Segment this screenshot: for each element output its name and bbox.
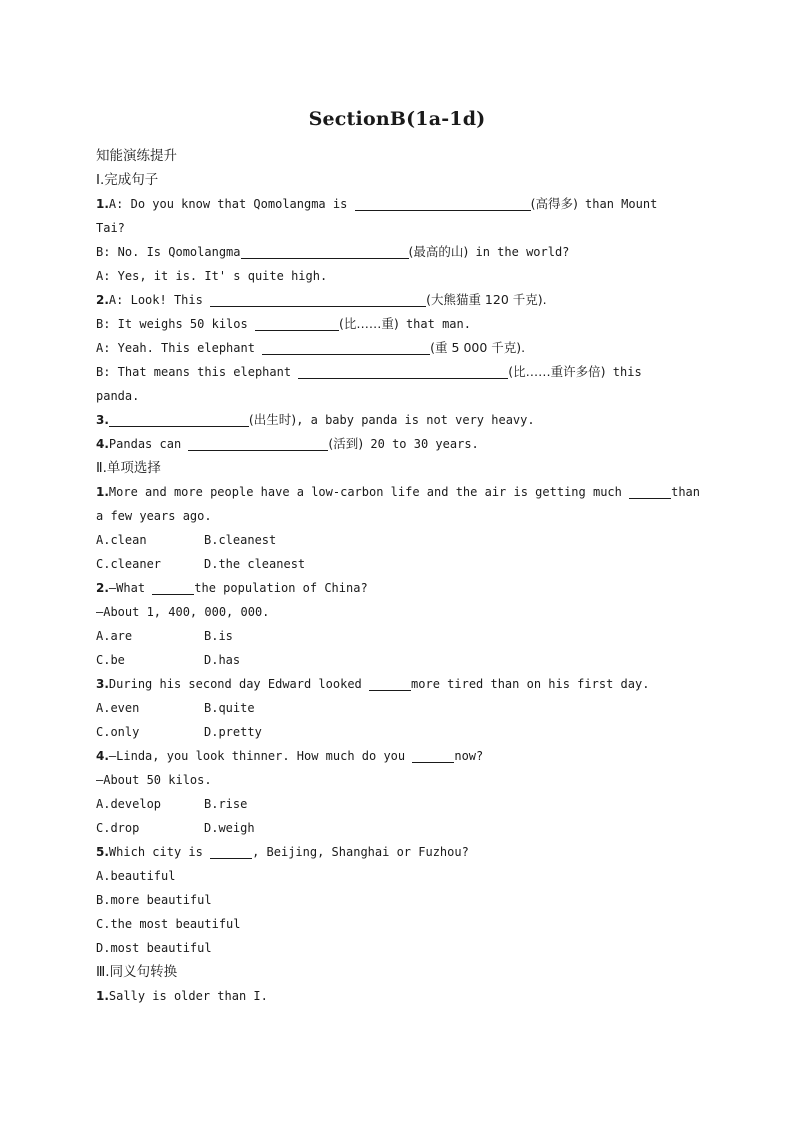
answer-blank[interactable] xyxy=(152,580,194,595)
chinese-hint: (出生时) xyxy=(248,412,297,427)
s2-q5-option-a[interactable]: A.beautiful xyxy=(96,869,176,883)
question-number: 2. xyxy=(96,293,109,307)
option-c[interactable]: C.only xyxy=(96,725,140,739)
s2-q3-options-row-2 xyxy=(96,720,706,744)
s3-q1-line xyxy=(96,984,706,1008)
sentence-text: in the world? xyxy=(468,245,570,259)
chinese-hint: (大熊猫重 120 千克). xyxy=(426,292,547,307)
s1-q1-line-b xyxy=(96,240,706,264)
answer-blank[interactable] xyxy=(355,196,531,211)
question-number: 4. xyxy=(96,749,109,763)
answer-blank[interactable] xyxy=(255,316,339,331)
option-b[interactable]: B.is xyxy=(204,629,233,643)
sentence-text: , Beijing, Shanghai or Fuzhou? xyxy=(252,845,469,859)
option-b[interactable]: B.quite xyxy=(204,701,255,715)
sentence-text: B: No. Is Qomolangma xyxy=(96,245,241,259)
s2-q5-stem xyxy=(96,840,706,864)
question-number: 1. xyxy=(96,197,109,211)
option-a[interactable]: A.even xyxy=(96,701,140,715)
s1-q2-line-a xyxy=(96,288,706,312)
s1-q1-line-a xyxy=(96,192,706,216)
sentence-text: More and more people have a low-carbon life and the air is getting much xyxy=(108,485,630,499)
option-c[interactable]: C.cleaner xyxy=(96,557,162,571)
sentence-text: now? xyxy=(454,749,484,763)
question-number: 1. xyxy=(96,485,109,499)
sentence-text: this xyxy=(605,365,642,379)
sentence-text: , a baby panda is not very heavy. xyxy=(296,413,535,427)
option-d[interactable]: D.weigh xyxy=(204,821,255,835)
s1-q3-line xyxy=(96,408,706,432)
s2-q1-stem xyxy=(96,480,706,504)
s2-q4-stem-cont: —About 50 kilos. xyxy=(96,773,212,787)
s2-q4-options-row-1 xyxy=(96,792,706,816)
chinese-hint: (比……重许多倍) xyxy=(508,364,606,379)
s1-q2-line-a2 xyxy=(96,336,706,360)
s1-q1-line-a-cont: Tai? xyxy=(96,221,125,235)
chinese-hint: (活到) xyxy=(328,436,364,451)
question-number: 2. xyxy=(96,581,109,595)
question-number: 3. xyxy=(96,677,109,691)
sentence-text: Pandas can xyxy=(108,437,189,451)
sentence-text: A: Look! This xyxy=(108,293,211,307)
option-d[interactable]: D.has xyxy=(204,653,241,667)
question-number: 3. xyxy=(96,413,109,427)
answer-blank[interactable] xyxy=(188,436,328,451)
sentence-text: the population of China? xyxy=(194,581,368,595)
sentence-text: 20 to 30 years. xyxy=(363,437,479,451)
section-1-heading: Ⅰ.完成句子 xyxy=(96,172,159,188)
option-b[interactable]: B.cleanest xyxy=(204,533,277,547)
answer-blank[interactable] xyxy=(109,412,249,427)
answer-blank[interactable] xyxy=(262,340,430,355)
option-c[interactable]: C.drop xyxy=(96,821,140,835)
s2-q2-stem-cont: —About 1, 400, 000, 000. xyxy=(96,605,270,619)
chinese-hint: (比……重) xyxy=(338,316,399,331)
s2-q1-options-row-2 xyxy=(96,552,706,576)
s2-q1-options-row-1 xyxy=(96,528,706,552)
s2-q4-stem xyxy=(96,744,706,768)
option-a[interactable]: A.develop xyxy=(96,797,162,811)
part-label: 知能演练提升 xyxy=(96,148,177,164)
s2-q5-option-d[interactable]: D.most beautiful xyxy=(96,941,212,955)
sentence-text: more tired than on his first day. xyxy=(411,677,650,691)
sentence-text: than Mount xyxy=(577,197,658,211)
chinese-hint: (最高的山) xyxy=(408,244,469,259)
question-number: 5. xyxy=(96,845,109,859)
s2-q1-stem-cont: a few years ago. xyxy=(96,509,212,523)
answer-blank[interactable] xyxy=(298,364,508,379)
s2-q2-stem xyxy=(96,576,706,600)
sentence-text: —Linda, you look thinner. How much do you xyxy=(108,749,413,763)
answer-blank[interactable] xyxy=(412,748,454,763)
answer-blank[interactable] xyxy=(210,292,426,307)
s2-q2-options-row-2 xyxy=(96,648,706,672)
chinese-hint: (高得多) xyxy=(530,196,578,211)
option-d[interactable]: D.pretty xyxy=(204,725,262,739)
answer-blank[interactable] xyxy=(369,676,411,691)
option-c[interactable]: C.be xyxy=(96,653,125,667)
sentence-text: During his second day Edward looked xyxy=(108,677,370,691)
sentence-text: A: Do you know that Qomolangma is xyxy=(108,197,355,211)
s2-q3-stem xyxy=(96,672,706,696)
answer-blank[interactable] xyxy=(210,844,252,859)
worksheet-content xyxy=(96,144,706,1008)
sentence-text: A: Yeah. This elephant xyxy=(96,341,263,355)
option-a[interactable]: A.clean xyxy=(96,533,147,547)
sentence-text: B: That means this elephant xyxy=(96,365,299,379)
sentence-text: B: It weighs 50 kilos xyxy=(96,317,255,331)
s1-q4-line xyxy=(96,432,706,456)
s2-q2-options-row-1 xyxy=(96,624,706,648)
question-number: 1. xyxy=(96,989,109,1003)
s1-q1-line-a2: A: Yes, it is. It' s quite high. xyxy=(96,269,328,283)
answer-blank[interactable] xyxy=(241,244,409,259)
s1-q2-line-b2-cont: panda. xyxy=(96,389,140,403)
section-2-heading: Ⅱ.单项选择 xyxy=(96,460,161,476)
s2-q4-options-row-2 xyxy=(96,816,706,840)
question-number: 4. xyxy=(96,437,109,451)
option-a[interactable]: A.are xyxy=(96,629,133,643)
chinese-hint: (重 5 000 千克). xyxy=(430,340,526,355)
s2-q3-options-row-1 xyxy=(96,696,706,720)
s2-q5-option-b[interactable]: B.more beautiful xyxy=(96,893,212,907)
sentence-text: than xyxy=(671,485,700,499)
sentence-text: Sally is older than I. xyxy=(108,989,268,1003)
page-title: SectionB(1a-1d) xyxy=(308,108,486,130)
s1-q2-line-b2 xyxy=(96,360,706,384)
option-d[interactable]: D.the cleanest xyxy=(204,557,306,571)
option-b[interactable]: B.rise xyxy=(204,797,248,811)
sentence-text: Which city is xyxy=(108,845,211,859)
s2-q5-option-c[interactable]: C.the most beautiful xyxy=(96,917,241,931)
section-3-heading: Ⅲ.同义句转换 xyxy=(96,964,178,980)
answer-blank[interactable] xyxy=(629,484,671,499)
sentence-text: —What xyxy=(108,581,153,595)
sentence-text: that man. xyxy=(398,317,471,331)
s1-q2-line-b xyxy=(96,312,706,336)
